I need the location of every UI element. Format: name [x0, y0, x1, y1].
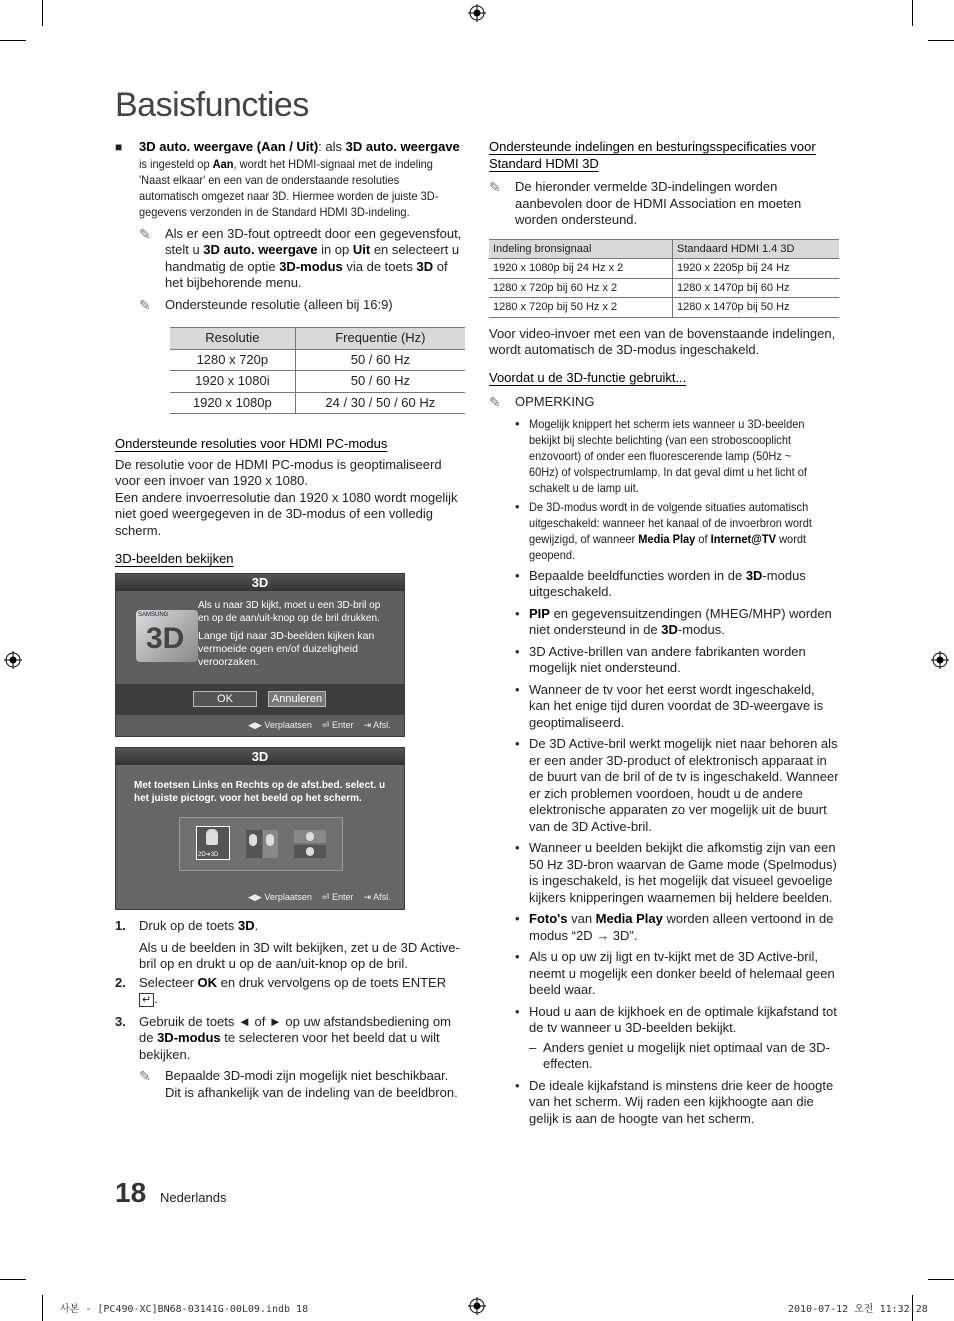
text: en selecteert u handmatig de optie: [165, 242, 460, 274]
text: in op: [317, 242, 353, 257]
option-name: 3D auto. weergave (Aan / Uit): [139, 139, 319, 154]
text: te selecteren voor het beeld dat u wilt bekijken.: [139, 1030, 440, 1062]
step-number: 2.: [115, 974, 126, 990]
step-item: [115, 1014, 465, 1102]
section-heading: 3D-beelden bekijken: [115, 551, 234, 566]
option-value: Uit: [352, 242, 371, 257]
table-row: [170, 371, 465, 393]
list-item: • De 3D-modus wordt in de volgende situaties automatisch uitgeschakeld: wanneer het kanaal of de invoerbron wordt gewijzigd, of wanneer Media Play of Internet@TV wordt geopend.: [515, 498, 812, 562]
list-item: • Wanneer de tv voor het eerst wordt ingeschakeld, kan het enige tijd duren voordat de 3D-weergave is geoptimaliseerd.: [489, 682, 839, 732]
text: en gegevensuitzendingen (MHEG/MHP) worden niet ondersteund in de: [529, 605, 832, 637]
text: , wordt het HDMI-signaal met de indeling 'Naast elkaar' en een van de onderstaande resoluties automatisch omgezet naar 3D. Hiermee worden de juiste 3D-gegevens verzonden in de Standard HDMI 3D-indeling.: [139, 156, 439, 219]
pencil-icon: ✎: [489, 179, 501, 195]
enter-icon: ⏎: [321, 892, 330, 902]
crop-mark: [0, 1279, 26, 1280]
option-name: 3D-modus: [279, 258, 343, 274]
text: Bepaalde beeldfuncties worden in de: [529, 567, 746, 583]
table-header: Standaard HDMI 1.4 3D: [673, 239, 840, 259]
list-item: • Foto's van Media Play worden alleen vertoond in de modus “2D → 3D”.: [515, 911, 834, 943]
key-name: OK: [197, 974, 218, 990]
text: Anders geniet u mogelijk niet optimaal van de 3D-effecten.: [543, 1039, 830, 1071]
option-name: PIP: [529, 605, 550, 621]
text: De 3D-modus wordt in de volgende situaties automatisch uitgeschakeld: wanneer het kanaal of de invoerbron wordt gewijzigd, of wanneer: [529, 499, 812, 546]
text: of: [695, 531, 711, 546]
text: -modus uitgeschakeld.: [529, 567, 806, 599]
text: De hieronder vermelde 3D-indelingen worden aanbevolen door de HDMI Association en moeten worden ondersteund.: [515, 179, 802, 227]
sub-list-item: – Anders geniet u mogelijk niet optimaal van de 3D-effecten.: [529, 1040, 839, 1073]
table-cell: 1920 x 1080p: [170, 392, 295, 414]
text: Gebruik de toets ◄ of ► op uw afstandsbediening om de: [139, 1013, 451, 1045]
key-name: 3D: [416, 258, 434, 274]
paragraph: De resolutie voor de HDMI PC-modus is geoptimaliseerd voor een invoer van 1920 x 1080.: [115, 456, 442, 488]
icon-label: 2D➔3D: [198, 852, 219, 858]
table-header: Indeling bronsignaal: [489, 239, 673, 259]
exit-icon: ⇥: [363, 720, 372, 730]
list-item: • PIP en gegevensuitzendingen (MHEG/MHP) worden niet ondersteund in de 3D-modus.: [515, 605, 832, 637]
text: Selecteer: [139, 974, 198, 990]
step-item: [115, 918, 465, 973]
nav-label: Afsl.: [373, 720, 391, 730]
feature-item: [115, 139, 465, 220]
mode-side-by-side-icon[interactable]: [246, 830, 278, 858]
table-row: [170, 392, 465, 414]
hdmi-3d-format-table: [489, 239, 839, 318]
text: Als er een 3D-fout optreedt door een gegevensfout, stelt u: [165, 225, 462, 257]
text: -modus.: [677, 622, 725, 637]
registration-mark-icon: [931, 651, 949, 669]
section-heading: Voordat u de 3D-functie gebruikt...: [489, 369, 687, 385]
registration-mark-icon: [468, 1297, 486, 1315]
text: : als: [318, 139, 346, 154]
cancel-button[interactable]: Annuleren: [268, 691, 326, 707]
option-name: 3D-modus: [157, 1030, 221, 1045]
text: wordt geopend.: [529, 531, 807, 562]
3d-logo-icon: [136, 610, 198, 662]
app-name: Foto's: [529, 911, 568, 926]
list-item: • Als u op uw zij ligt en tv-kijkt met de 3D Active-bril, neemt u mogelijk een donker beeld of helemaal geen beeld waar.: [489, 949, 839, 999]
right-column: [489, 139, 839, 1127]
table-header: Frequentie (Hz): [295, 328, 465, 350]
list-item: • Wanneer u beelden bekijkt die afkomstig zijn van een 50 Hz 3D-bron waarvan de Game mode (Spelmodus) is ingeschakeld, is het mogelijk dat visueel gevoelige kijkers knipperingen waarnemen bij heldere beelden.: [489, 840, 839, 906]
osd-button-bar: [116, 684, 404, 715]
nav-label: Enter: [331, 892, 354, 902]
text: is ingesteld op: [139, 156, 213, 171]
registration-mark-icon: [4, 651, 22, 669]
option-name: 3D auto. weergave: [203, 242, 318, 257]
text: en druk vervolgens op de toets ENTER: [217, 974, 447, 990]
table-cell: 1280 x 720p: [170, 349, 295, 371]
osd-title: 3D: [116, 748, 404, 765]
nav-label: Afsl.: [373, 892, 391, 902]
print-timestamp: 2010-07-12 오전 11:32:28: [788, 1304, 928, 1315]
option-value: Aan: [212, 156, 234, 171]
step-number: 1.: [115, 918, 126, 933]
resolution-table: [170, 327, 465, 414]
table-cell: 1920 x 1080p bij 24 Hz x 2: [489, 259, 673, 279]
list-item: • Mogelijk knippert het scherm iets wanneer u 3D-beelden bekijkt bij slechte belichting (van een stroboscooplicht enzovoort) of onder een fluorescerende lamp (50Hz ~ 60Hz) of volspectrumlamp. In dat geval dimt u het licht of schakelt u de lamp uit.: [489, 416, 839, 496]
enter-key-icon: ↵: [139, 993, 154, 1007]
footer-language: Nederlands: [160, 1190, 227, 1205]
pencil-icon: ✎: [139, 225, 151, 242]
osd-3d-warning-dialog: [115, 573, 405, 737]
text: Wanneer u beelden bekijkt die afkomstig zijn van een 50 Hz 3D-bron waarvan de Game mode (Spelmodus) is ingeschakeld, is het mogelijk dat visueel gevoelige kijkers knipperingen waarnemen bij heldere beelden.: [529, 840, 837, 905]
pencil-icon: ✎: [489, 394, 501, 410]
arrows-icon: ◀▶: [248, 892, 262, 902]
crop-mark: [42, 1295, 43, 1321]
person-icon: [206, 829, 218, 845]
app-name: Media Play: [595, 911, 663, 926]
page-number: 18: [115, 1177, 147, 1208]
nav-label: Enter: [331, 720, 354, 730]
remark-heading: [489, 394, 839, 411]
table-row: [170, 349, 465, 371]
table-cell: 1280 x 1470p bij 50 Hz: [673, 298, 840, 318]
step-number: 3.: [115, 1013, 126, 1029]
note: [139, 297, 465, 314]
table-cell: 1280 x 1470p bij 60 Hz: [673, 278, 840, 298]
print-file-info: 사본 - [PC490-XC]BN68-03141G-00L09.indb 18: [60, 1304, 309, 1315]
pencil-icon: ✎: [139, 1068, 151, 1084]
text: van: [567, 911, 596, 926]
table-cell: 50 / 60 Hz: [295, 371, 465, 393]
table-cell: 1920 x 2205p bij 24 Hz: [673, 259, 840, 279]
list-item: • De 3D Active-bril werkt mogelijk niet naar behoren als er een ander 3D-product of elektronisch apparaat in de buurt van de bril of de tv is ingeschakeld. Wanneer er zich problemen voordoen, houdt u de andere elektronische apparaten zo ver mogelijk uit de buurt van de 3D Active-bril.: [515, 736, 839, 834]
crop-mark: [42, 0, 43, 26]
text: .: [254, 918, 259, 933]
enter-icon: ⏎: [321, 720, 330, 730]
text: De ideale kijkafstand is minstens drie keer de hoogte van het scherm. Wij raden een kijkhoogte aan die gelijk is aan de hoogte van het scherm.: [529, 1077, 834, 1126]
list-item: • Bepaalde beeldfuncties worden in de 3D-modus uitgeschakeld.: [515, 567, 806, 599]
text: Mogelijk knippert het scherm iets wanneer u 3D-beelden bekijkt bij slechte belichting (van een stroboscooplicht enzovoort) of onder een fluorescerende lamp (50Hz ~ 60Hz) of volspectrumlamp. In dat geval dimt u het licht of schakelt u de lamp uit.: [529, 416, 807, 495]
table-header: Resolutie: [170, 328, 295, 350]
crop-mark: [928, 1279, 954, 1280]
crop-mark: [912, 0, 913, 26]
crop-mark: [0, 40, 26, 41]
table-cell: 50 / 60 Hz: [295, 349, 465, 371]
text: Als u op uw zij ligt en tv-kijkt met de 3D Active-bril, neemt u mogelijk een donker beeld of helemaal geen beeld waar.: [529, 949, 835, 997]
pencil-icon: ✎: [139, 296, 151, 313]
exit-icon: ⇥: [363, 892, 372, 902]
nav-label: Verplaatsen: [264, 720, 312, 730]
text: Wanneer de tv voor het eerst wordt ingeschakeld, kan het enige tijd duren voordat de 3D-weergave is geoptimaliseerd.: [529, 681, 824, 730]
list-item: • 3D Active-brillen van andere fabrikanten worden mogelijk niet ondersteund.: [489, 644, 839, 677]
note: [139, 1068, 465, 1101]
text: OPMERKING: [515, 394, 595, 409]
table-cell: 24 / 30 / 50 / 60 Hz: [295, 392, 465, 414]
text: De 3D Active-bril werkt mogelijk niet naar behoren als er een ander 3D-product of elektronisch apparaat in de buurt van de bril of de tv is ingeschakeld. Wanneer er zich problemen voordoen, houdt u de andere elektronische apparaten zo ver mogelijk uit de buurt van de 3D Active-bril.: [529, 736, 839, 834]
brand-text: SAMSUNG: [138, 612, 169, 618]
registration-mark-icon: [468, 4, 486, 22]
paragraph: Voor video-invoer met een van de bovenstaande indelingen, wordt automatisch de 3D-modus ingeschakeld.: [489, 325, 836, 357]
table-row: [489, 298, 839, 318]
osd-message: Lange tijd naar 3D-beelden kijken kan vermoeide ogen en/of duizeligheid veroorzaken.: [198, 630, 375, 668]
table-cell: 1280 x 720p bij 60 Hz x 2: [489, 278, 673, 298]
mode-2d-3d-icon[interactable]: [196, 826, 230, 860]
page-title: Basisfuncties: [115, 86, 309, 124]
left-column: [115, 139, 465, 568]
osd-message: Als u naar 3D kijkt, moet u een 3D-bril op en op de aan/uit-knop op de bril drukken.: [198, 600, 381, 624]
text: Houd u aan de kijkhoek en de optimale kijkafstand tot de tv wanneer u 3D-beelden bekijkt.: [529, 1003, 837, 1035]
crop-mark: [928, 40, 954, 41]
text: Bepaalde 3D-modi zijn mogelijk niet beschikbaar. Dit is afhankelijk van de indeling van de beeldbron.: [165, 1068, 458, 1100]
note: [139, 226, 465, 292]
logo-text: 3D: [146, 622, 185, 655]
step-item: 2. Selecteer OK en druk vervolgens op de toets ENTER ↵ .: [115, 974, 447, 1006]
app-name: Internet@TV: [710, 531, 777, 546]
section-heading: Ondersteunde indelingen en besturingsspecificaties voor Standard HDMI 3D: [489, 139, 816, 171]
mode-top-bottom-icon[interactable]: [294, 830, 326, 858]
paragraph: Een andere invoerresolutie dan 1920 x 1080 wordt mogelijk niet goed weergegeven in de 3D-modus of een volledig scherm.: [115, 489, 458, 538]
table-row: [489, 259, 839, 279]
text: Druk op de toets: [139, 918, 238, 933]
text: via de toets: [342, 258, 417, 274]
list-item: • De ideale kijkafstand is minstens drie keer de hoogte van het scherm. Wij raden een kijkhoogte aan die gelijk is aan de hoogte van het scherm.: [489, 1078, 839, 1128]
osd-nav-hint: [248, 720, 391, 731]
osd-nav-hint: [248, 892, 391, 903]
option-name: 3D: [745, 567, 763, 583]
osd-message: Met toetsen Links en Rechts op de afst.bed. select. u het juiste pictogr. voor het beeld op het scherm.: [134, 780, 386, 804]
table-cell: 1920 x 1080i: [170, 371, 295, 393]
text: worden alleen vertoond in de modus “2D → 3D”.: [529, 911, 834, 943]
table-cell: 1280 x 720p bij 50 Hz x 2: [489, 298, 673, 318]
text: Ondersteunde resolutie (alleen bij 16:9): [165, 296, 393, 312]
ok-button[interactable]: OK: [193, 691, 257, 707]
app-name: Media Play: [638, 531, 696, 546]
mode-icon-panel: [179, 817, 343, 871]
option-name: 3D: [661, 622, 678, 637]
nav-label: Verplaatsen: [264, 892, 312, 902]
steps-list: [115, 918, 465, 1101]
text: 3D Active-brillen van andere fabrikanten worden mogelijk niet ondersteund.: [529, 643, 806, 675]
key-name: 3D: [238, 918, 255, 933]
osd-title: 3D: [116, 574, 404, 591]
option-name: 3D auto. weergave: [345, 139, 460, 154]
table-row: [489, 278, 839, 298]
text: Als u de beelden in 3D wilt bekijken, zet u de 3D Active-bril op en drukt u op de aan/uit-knop op de bril.: [139, 939, 460, 971]
arrows-icon: ◀▶: [248, 720, 262, 730]
list-item: • Houd u aan de kijkhoek en de optimale kijkafstand tot de tv wanneer u 3D-beelden bekijkt. – Anders geniet u mogelijk niet optimaal van de 3D-effecten.: [489, 1004, 839, 1073]
section-heading: Ondersteunde resoluties voor HDMI PC-modus: [115, 436, 388, 451]
square-bullet-icon: ■: [115, 140, 123, 154]
note: [489, 179, 839, 229]
osd-3d-mode-dialog: [115, 747, 405, 910]
text: of het bijbehorende menu.: [165, 258, 448, 290]
